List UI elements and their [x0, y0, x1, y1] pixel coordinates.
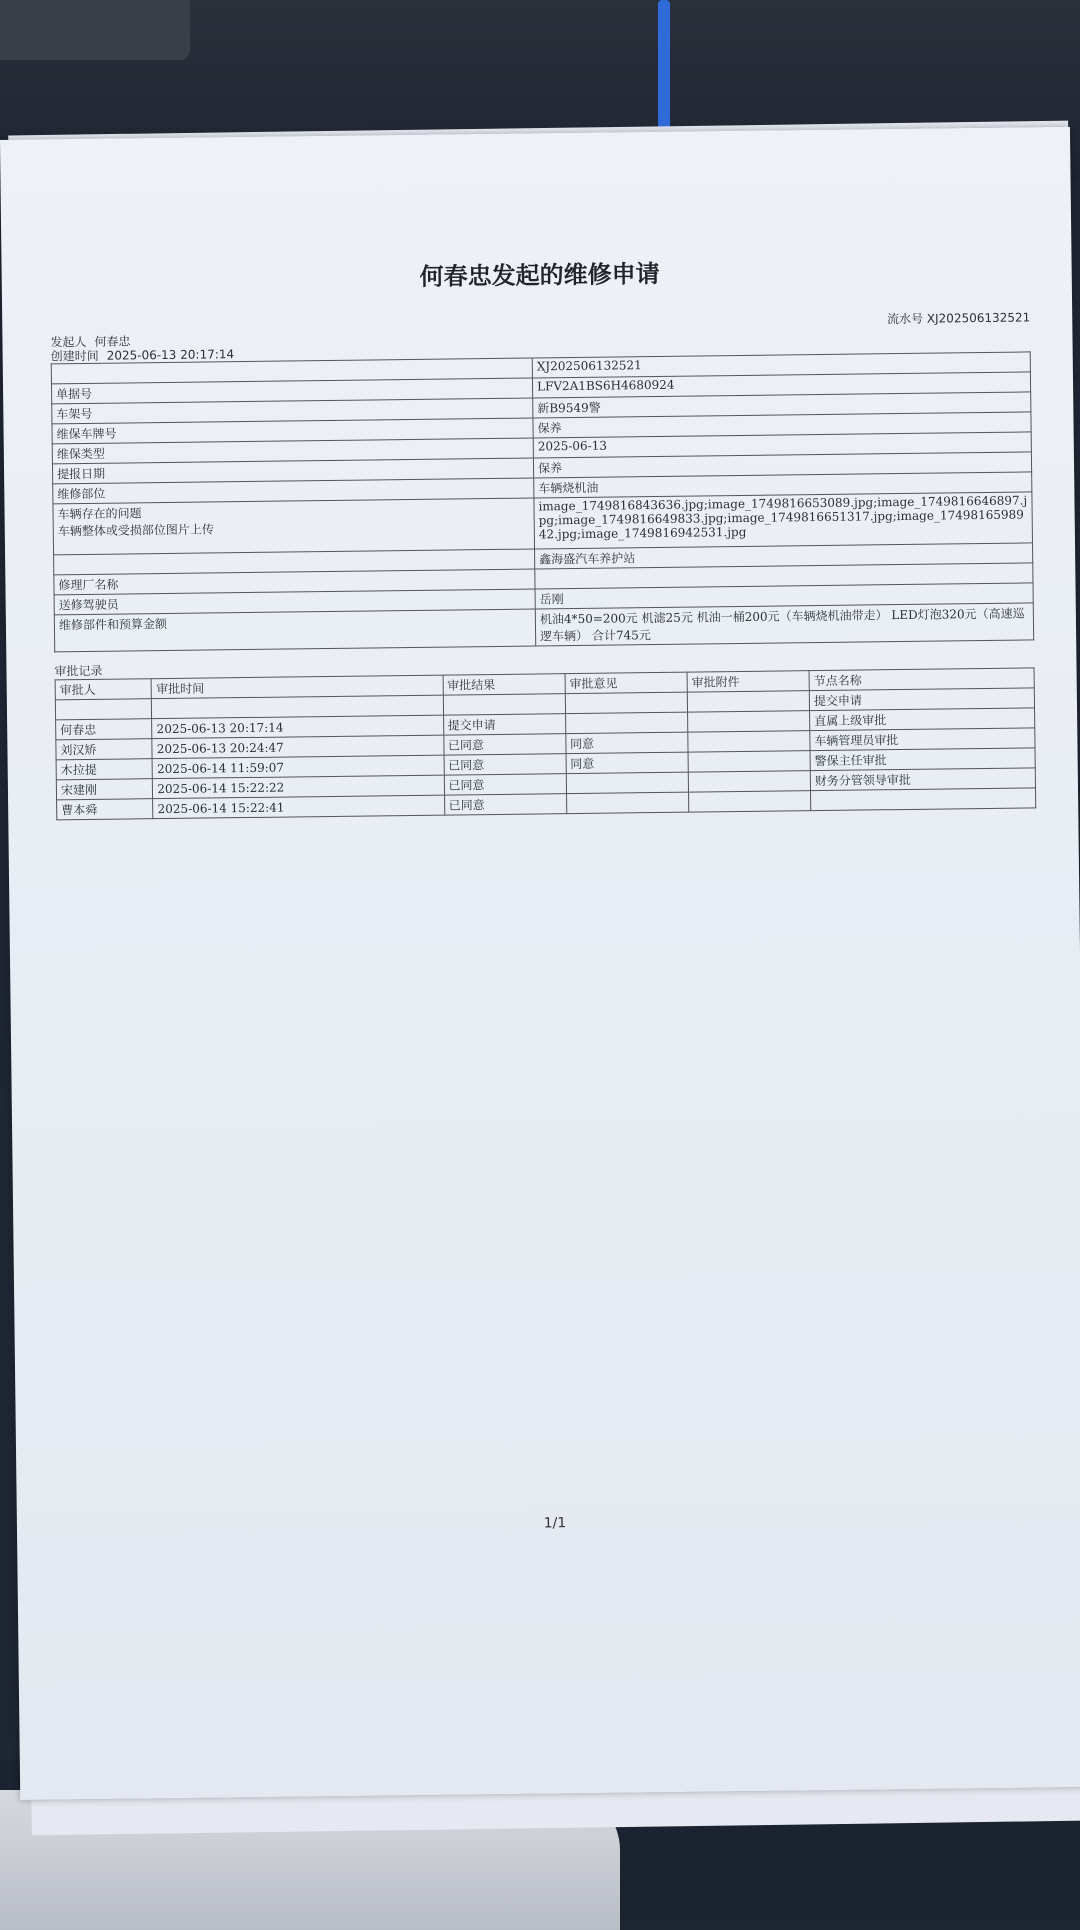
info-label: 送修驾驶员	[54, 589, 535, 615]
approval-attachment-cell	[688, 731, 810, 752]
info-value: XJ202506132521	[532, 352, 1030, 378]
info-value: 2025-06-13	[533, 432, 1031, 458]
approval-approver-cell	[55, 699, 152, 720]
approval-header-cell: 审批意见	[565, 672, 687, 693]
approval-node-cell: 财务分管领导审批	[810, 768, 1035, 791]
approval-attachment-cell	[687, 691, 809, 712]
approval-time-cell: 2025-06-13 20:17:14	[152, 715, 443, 739]
approval-approver-cell: 曹本舜	[57, 799, 154, 820]
info-value: LFV2A1BS6H4680924	[532, 372, 1030, 398]
approval-result-cell: 提交申请	[443, 714, 565, 735]
initiator-value: 何春忠	[94, 334, 131, 349]
info-label: 维修部件和预算金额	[54, 609, 535, 652]
info-label: 修理厂名称	[54, 569, 535, 595]
info-value: 车辆烧机油	[534, 472, 1032, 498]
info-label: 车架号	[52, 398, 533, 424]
info-value: 保养	[533, 452, 1031, 478]
document-title: 何春忠发起的维修申请	[419, 259, 660, 291]
approval-time-cell: 2025-06-14 15:22:22	[153, 775, 444, 799]
document-content	[49, 249, 1036, 1532]
paper-sheet	[0, 127, 1080, 1800]
info-value: 新B9549警	[533, 392, 1031, 418]
laptop-corner	[0, 0, 190, 60]
info-label: 提报日期	[52, 458, 533, 484]
approval-opinion-cell: 同意	[566, 752, 688, 773]
approval-node-cell: 直属上级审批	[810, 708, 1035, 731]
approval-attachment-cell	[688, 791, 810, 812]
approval-node-cell: 车辆管理员审批	[810, 728, 1035, 751]
info-value: 保养	[533, 412, 1031, 438]
approval-time-cell: 2025-06-13 20:24:47	[152, 735, 443, 759]
created-label: 创建时间	[50, 348, 99, 364]
approval-time-cell: 2025-06-14 15:22:41	[153, 795, 444, 819]
info-label: 维保类型	[52, 438, 533, 464]
approval-result-cell: 已同意	[444, 774, 566, 795]
approval-node-cell: 提交申请	[809, 688, 1034, 711]
approval-approver-cell: 木拉提	[56, 759, 153, 780]
approval-result-cell: 已同意	[444, 754, 566, 775]
approval-header-cell: 节点名称	[809, 668, 1034, 691]
approval-header-cell: 审批附件	[687, 671, 809, 692]
info-label: 维修部位	[53, 478, 534, 504]
approval-header-cell: 审批时间	[152, 675, 443, 699]
serial-number: 流水号 XJ202506132521	[886, 310, 1031, 327]
approval-result-cell: 已同意	[443, 734, 565, 755]
approval-result-cell: 已同意	[444, 794, 566, 815]
info-label: 维保车牌号	[52, 418, 533, 444]
approval-opinion-cell	[565, 692, 687, 713]
info-value: image_1749816843636.jpg;image_1749816653089.jpg;image_1749816646897.jpg;image_1749816649833.jpg;image_1749816651317.jpg;image_1749816598942.jpg;image_1749816942531.jpg	[534, 492, 1033, 549]
info-value: 机油4*50=200元 机滤25元 机油一桶200元（车辆烧机油带走） LED灯泡320元（高速巡逻车辆） 合计745元	[535, 603, 1033, 646]
approval-attachment-cell	[688, 751, 810, 772]
approval-time-cell: 2025-06-14 11:59:07	[152, 755, 443, 779]
approval-approver-cell: 宋建刚	[56, 779, 153, 800]
approval-opinion-cell	[566, 772, 688, 793]
approval-table	[55, 667, 1037, 820]
info-value: 鑫海盛汽车养护站	[535, 543, 1033, 569]
approval-opinion-cell: 同意	[565, 732, 687, 753]
info-value: 岳刚	[535, 583, 1033, 609]
approval-header-cell: 审批结果	[443, 674, 565, 695]
approval-result-cell	[443, 694, 565, 715]
approval-caption: 审批记录	[54, 663, 103, 679]
approval-header-cell: 审批人	[55, 679, 152, 700]
created-value: 2025-06-13 20:17:14	[106, 347, 235, 363]
approval-node-cell	[810, 788, 1035, 811]
page-number: 1/1	[543, 1515, 567, 1532]
approval-approver-cell: 何春忠	[56, 719, 153, 740]
approval-attachment-cell	[688, 771, 810, 792]
initiator-label: 发起人	[50, 334, 87, 350]
info-table	[50, 348, 1034, 652]
approval-node-cell: 警保主任审批	[810, 748, 1035, 771]
approval-opinion-cell	[565, 712, 687, 733]
blue-cable	[658, 0, 670, 140]
info-label: 车辆存在的问题 车辆整体或受损部位图片上传	[53, 498, 535, 555]
approval-approver-cell: 刘汉矫	[56, 739, 153, 760]
approval-attachment-cell	[687, 711, 809, 732]
approval-opinion-cell	[566, 792, 688, 813]
info-label: 单据号	[51, 378, 532, 404]
